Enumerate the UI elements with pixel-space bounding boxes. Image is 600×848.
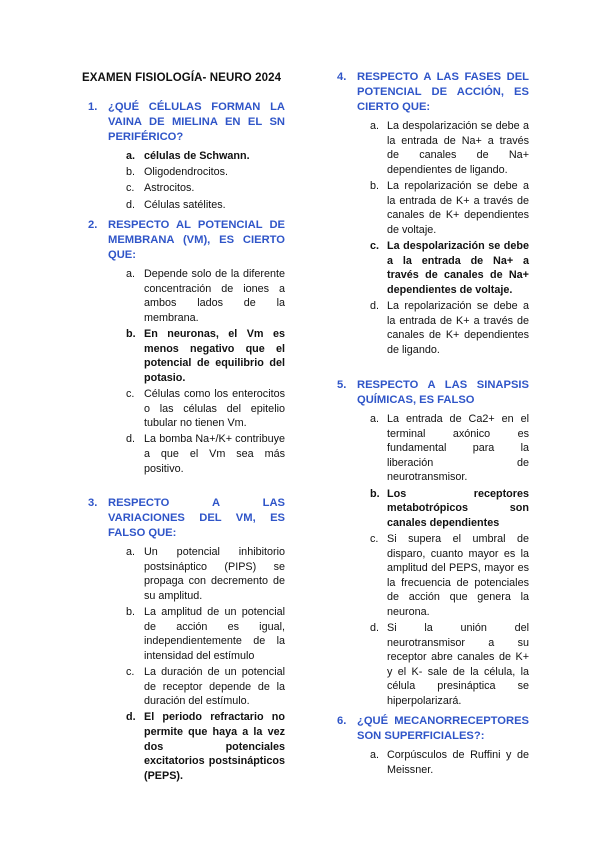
question-text: ¿QUÉ CÉLULAS FORMAN LA VAINA DE MIELINA EN EL SN PERIFÉRICO? xyxy=(108,101,285,143)
option-b: b. Los receptores metabotrópicos son canales dependientes xyxy=(370,487,529,529)
option-b: b. Oligodendrocitos. xyxy=(126,166,229,179)
question-heading xyxy=(331,378,529,408)
question-2 xyxy=(82,218,285,478)
question-text: RESPECTO AL POTENCIAL DE MEMBRANA (VM), ES CIERTO QUE: xyxy=(108,219,285,261)
question-text: RESPECTO A LAS VARIACIONES DEL VM, ES FALSO QUE: xyxy=(108,497,285,539)
option-c: c. La duración de un potencial de receptor depende de la duración del estímulo. xyxy=(126,665,285,708)
option-c: c. Si supera el umbral de disparo, cuanto mayor es la amplitud del PEPS, mayor es la frecuencia de potenciales de acción que genera la neurona. xyxy=(370,532,529,618)
option-a: a. La entrada de Ca2+ en el terminal axónico es fundamental para la liberación de neurotransmisor. xyxy=(370,413,529,484)
option-c: c. La despolarización se debe a la entrada de Na+ a través de canales de Na+ dependientes de voltaje. xyxy=(370,239,529,296)
option-c: c. Astrocitos. xyxy=(126,182,195,195)
option-d: d. La bomba Na+/K+ contribuye a que el Vm sea más positivo. xyxy=(126,433,285,475)
question-number: 5. xyxy=(337,379,347,391)
option-a: a. células de Schwann. xyxy=(126,150,250,162)
option-b: b. En neuronas, el Vm es menos negativo que el potencial de equilibrio del potasio. xyxy=(126,327,285,384)
option-a: a. Corpúsculos de Ruffini y de Meissner. xyxy=(370,749,529,776)
question-3 xyxy=(82,496,285,785)
option-list xyxy=(331,412,529,709)
option-d: d. El periodo refractario no permite que haya a la vez dos potenciales excitatorios postsinápticos (PEPS). xyxy=(126,711,285,782)
question-number: 2. xyxy=(88,219,98,231)
question-5 xyxy=(331,378,529,710)
document-title: EXAMEN FISIOLOGÍA- NEURO 2024 xyxy=(82,72,282,84)
question-4 xyxy=(331,70,529,359)
option-list xyxy=(331,748,529,777)
option-a: a. Depende solo de la diferente concentración de iones a ambos lados de la membrana. xyxy=(126,268,285,324)
question-number: 6. xyxy=(337,715,347,727)
question-text: RESPECTO A LAS FASES DEL POTENCIAL DE ACCIÓN, ES CIERTO QUE: xyxy=(357,71,529,113)
option-b: b. La amplitud de un potencial de acción es igual, independientemente de la intensidad del estímulo xyxy=(126,605,285,662)
question-heading xyxy=(82,496,285,541)
question-number: 4. xyxy=(337,71,347,83)
option-list xyxy=(82,545,285,783)
question-heading xyxy=(82,218,285,263)
question-number: 3. xyxy=(88,497,98,509)
option-list xyxy=(82,149,285,212)
question-6 xyxy=(331,714,529,779)
question-text: RESPECTO A LAS SINAPSIS QUÍMICAS, ES FALSO xyxy=(357,379,529,406)
option-list xyxy=(331,119,529,357)
question-heading xyxy=(331,70,529,115)
question-text: ¿QUÉ MECANORRECEPTORES SON SUPERFICIALES?: xyxy=(357,715,529,742)
option-d: d. Células satélites. xyxy=(126,198,226,211)
option-a: a. Un potencial inhibitorio postsináptico (PIPS) se propaga con decremento de su amplitud. xyxy=(126,546,285,602)
option-a: a. La despolarización se debe a la entrada de Na+ a través de canales de Na+ dependientes de ligando. xyxy=(370,120,529,176)
option-d: d. La repolarización se debe a la entrada de K+ a través de canales de K+ dependientes de ligando. xyxy=(370,299,529,356)
option-d: d. Si la unión del neurotransmisor a su receptor abre canales de K+ y el K- sale de la célula, la célula presináptica se hiperpolarizará. xyxy=(370,622,529,708)
question-heading xyxy=(82,100,285,145)
option-c: c. Células como los enterocitos o las células del epitelio tubular no tienen Vm. xyxy=(126,387,285,430)
question-1 xyxy=(82,100,285,214)
question-heading xyxy=(331,714,529,744)
option-list xyxy=(82,267,285,476)
question-number: 1. xyxy=(88,101,98,113)
option-b: b. La repolarización se debe a la entrada de K+ a través de canales de K+ dependientes de voltaje. xyxy=(370,179,529,236)
